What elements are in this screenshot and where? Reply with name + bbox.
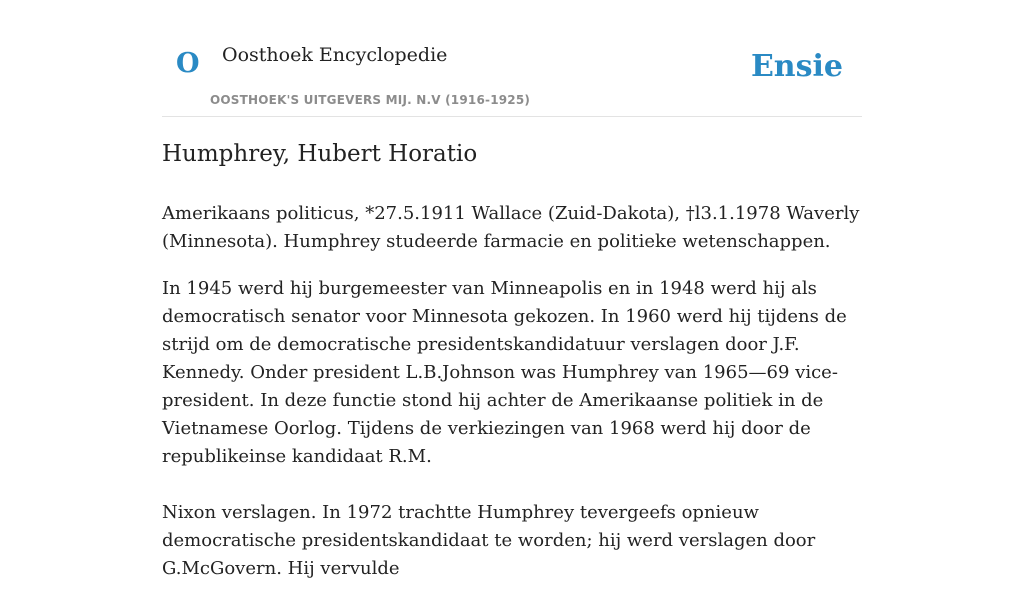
- article-paragraph: Nixon verslagen. In 1972 trachtte Humphrey tevergeefs opnieuw democratische presidentskandidaat te worden; hij werd verslagen door G.McGovern. Hij vervulde: [162, 502, 816, 579]
- ensie-brand-link[interactable]: Ensie: [750, 49, 843, 84]
- site-header: [162, 0, 862, 117]
- encyclopedia-title-link[interactable]: Oosthoek Encyclopedie: [222, 44, 448, 66]
- article-paragraph: Amerikaans politicus, *27.5.1911 Wallace (Zuid-Dakota), †l3.1.1978 Waverly (Minnesota). Humphrey studeerde farmacie en politieke wetenschappen.: [162, 203, 860, 252]
- logo-link[interactable]: O: [176, 48, 200, 79]
- article: [162, 137, 862, 602]
- publisher-label: OOSTHOEK'S UITGEVERS MIJ. N.V (1916-1925): [210, 93, 531, 107]
- article-title: Humphrey, Hubert Horatio: [162, 141, 478, 167]
- article-paragraph: In 1945 werd hij burgemeester van Minneapolis en in 1948 werd hij als democratisch senator voor Minnesota gekozen. In 1960 werd hij tijdens de strijd om de democratische presidentskandidatuur verslagen door J.F. Kennedy. Onder president L.B.Johnson was Humphrey van 1965—69 vice-president. In deze functie stond hij achter de Amerikaanse politiek in de Vietnamese Oorlog. Tijdens de verkiezingen van 1968 werd hij door de republikeinse kandidaat R.M.: [162, 278, 847, 467]
